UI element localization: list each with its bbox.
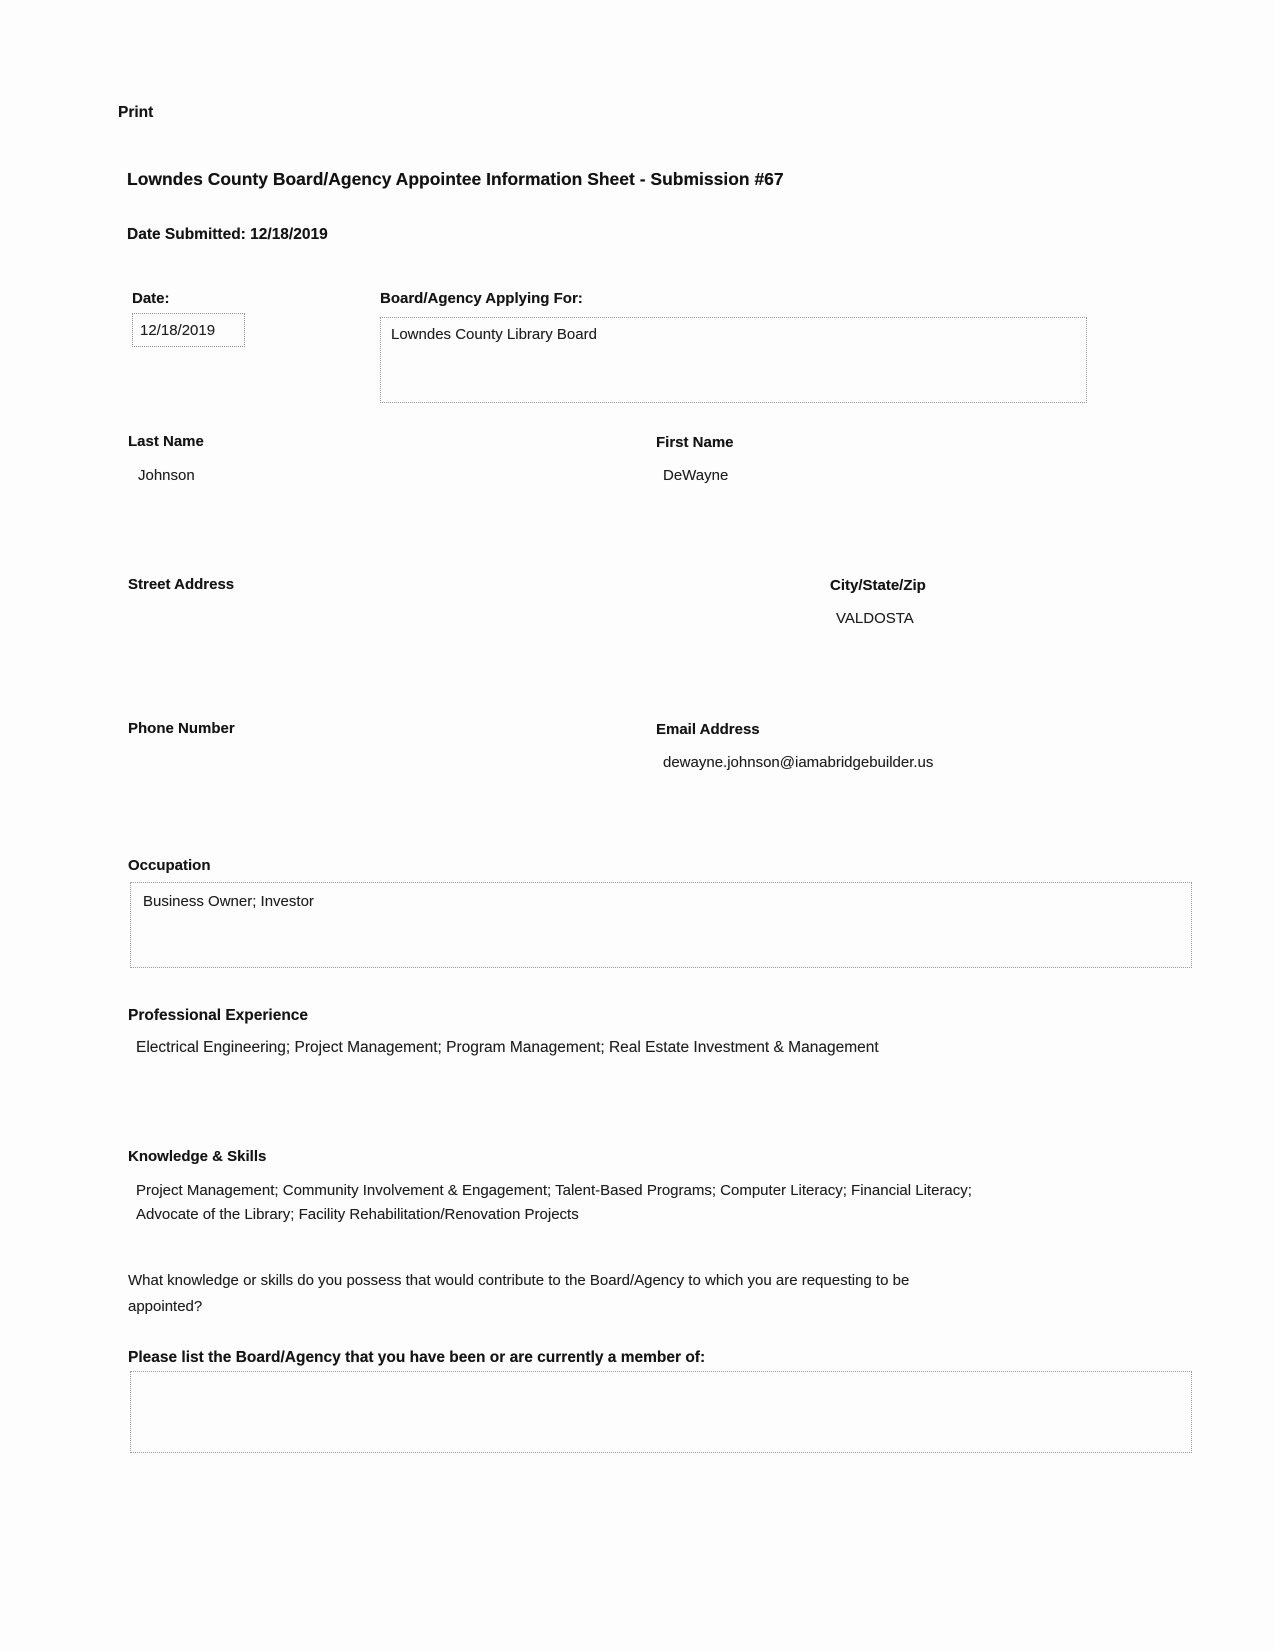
date-value: 12/18/2019 bbox=[140, 321, 216, 339]
first-name-field-label: First Name bbox=[656, 434, 734, 451]
knowledge-skills-field-label: Knowledge & Skills bbox=[128, 1148, 267, 1165]
occupation-value: Business Owner; Investor bbox=[143, 893, 314, 910]
street-address-field-label: Street Address bbox=[128, 576, 235, 593]
date-input[interactable] bbox=[132, 313, 245, 347]
board-agency-field-label: Board/Agency Applying For: bbox=[380, 290, 583, 307]
knowledge-skills-value-line-2: Advocate of the Library; Facility Rehabilitation/Renovation Projects bbox=[136, 1205, 579, 1223]
board-agency-value: Lowndes County Library Board bbox=[391, 326, 597, 343]
knowledge-skills-question bbox=[128, 1268, 1128, 1320]
board-agency-textarea[interactable] bbox=[380, 317, 1087, 403]
professional-experience-value: Electrical Engineering; Project Management; Program Management; Real Estate Investment & Management bbox=[136, 1039, 879, 1056]
phone-number-field-label: Phone Number bbox=[128, 720, 235, 737]
date-field-label: Date: bbox=[132, 290, 170, 307]
board-membership-field-label: Please list the Board/Agency that you have been or are currently a member of: bbox=[128, 1349, 706, 1366]
occupation-textarea[interactable] bbox=[130, 882, 1192, 968]
last-name-field-label: Last Name bbox=[128, 433, 204, 450]
first-name-value: DeWayne bbox=[663, 467, 729, 484]
knowledge-skills-question-line-2: appointed? bbox=[128, 1298, 203, 1315]
occupation-field-label: Occupation bbox=[128, 857, 211, 874]
professional-experience-field-label: Professional Experience bbox=[128, 1007, 309, 1024]
knowledge-skills-question-line-1: What knowledge or skills do you possess that would contribute to the Board/Agency to which you are requesting to be bbox=[128, 1272, 910, 1289]
board-membership-textarea[interactable] bbox=[130, 1371, 1192, 1453]
page-title: Lowndes County Board/Agency Appointee Information Sheet - Submission #67 bbox=[127, 169, 784, 189]
date-submitted-text: Date Submitted: 12/18/2019 bbox=[127, 226, 328, 243]
print-button[interactable]: Print bbox=[118, 104, 154, 121]
city-state-zip-field-label: City/State/Zip bbox=[830, 577, 926, 594]
knowledge-skills-value-line-1: Project Management; Community Involvement & Engagement; Talent-Based Programs; Computer Literacy; Financial Literacy; bbox=[136, 1182, 972, 1199]
email-address-field-label: Email Address bbox=[656, 721, 760, 738]
knowledge-skills-value bbox=[136, 1179, 1166, 1226]
city-state-zip-value: VALDOSTA bbox=[836, 610, 914, 627]
last-name-value: Johnson bbox=[138, 467, 195, 484]
email-address-value: dewayne.johnson@iamabridgebuilder.us bbox=[663, 754, 934, 771]
